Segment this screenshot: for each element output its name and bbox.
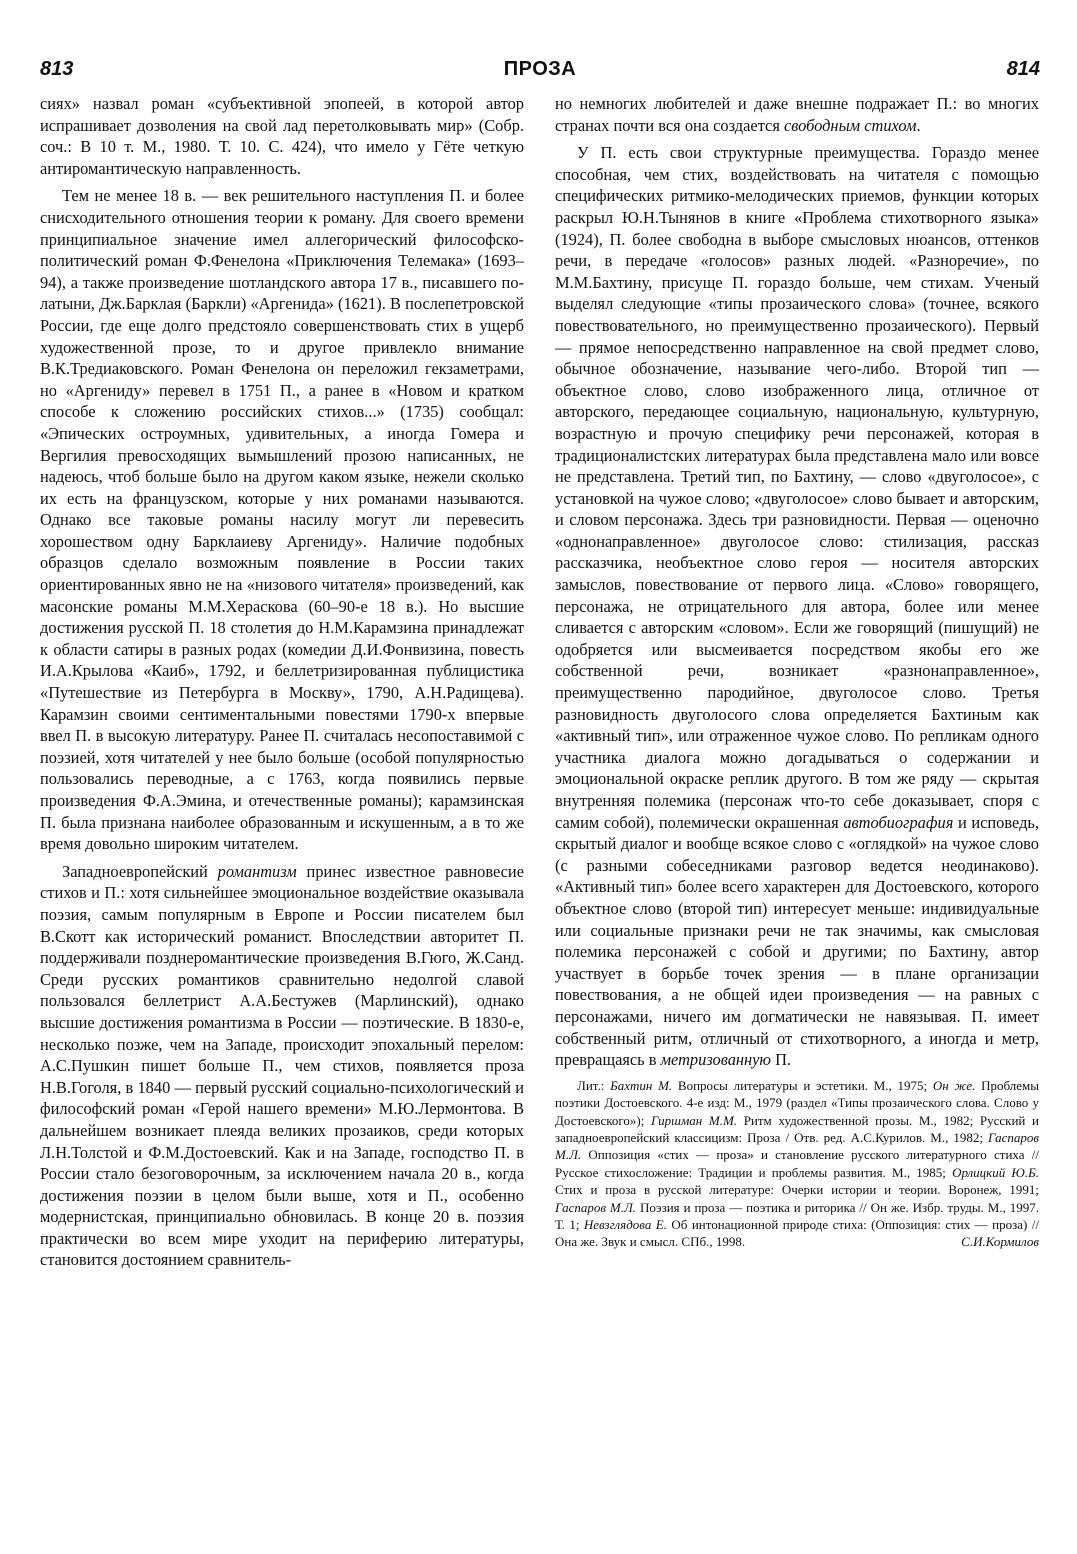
paragraph: [40, 861, 524, 1271]
text-run: принес известное равновесие стихов и П.: хотя сильнейшее эмоциональное воздействие оказывала поэзия, самым популярным в Европе и России писателем был В.Скотт как исторический романист. Впоследствии авторитет П. поддерживали позднеромантические произведения В.Гюго, Ж.Санд. Среди русских романтиков сравнительно недолгой славой пользовался беллетрист А.А.Бестужев (Марлинский), однако высшие достижения романтизма в России — поэтические. В 1830-е, несколько позже, чем на Западе, происходит эпохальный перелом: А.С.Пушкин пишет больше П., чем стихов, появляется проза Н.В.Гоголя, в 1840 — первый русский социально-психологический и философский роман «Герой нашего времени» М.Ю.Лермонтова. В дальнейшем возникает плеяда великих прозаиков, среди которых Л.Н.Толстой и Ф.М.Достоевский. Как и на Западе, господство П. в России стало безоговорочным, за исключением начала 20 в., когда достижения поэзии в целом были выше, хотя и П., особенно модернистская, принципиально обновилась. В конце 20 в. поэзия практически во всем мире уходит на периферию литературы, становится достоянием сравнитель-: [40, 861, 524, 1270]
text-run: Западноевропейский: [62, 861, 218, 881]
citation-text: Проблемы поэтики Достоевского. 4-е изд: М., 1979 (раздел «Типы прозаического слова. Слово у Достоевского»);: [555, 1077, 1040, 1128]
text-run: но немногих любителей и даже внешне подражает П.: во многих странах почти вся она создается: [555, 94, 1039, 135]
term-link-free-verse: свободным стихом: [783, 115, 917, 135]
running-title: ПРОЗА: [503, 58, 577, 80]
bibliography-label: Лит.:: [577, 1077, 611, 1093]
bibliography: [555, 1077, 1039, 1251]
text-run: У П. есть свои структурные преимущества. Гораздо менее способная, чем стих, воздействовать на читателя с помощью специфических ритмико-мелодических приемов, функции которых раскрыл Ю.Н.Тынянов в книге «Проблема стихотворного языка» (1924), П. более свободна в выборе смысловых нюансов, оттенков речи, в передаче «голосов» разных людей. «Разноречие», по М.М.Бахтину, присуще П. гораздо больше, чем стихам. Ученый выделял следующие «типы прозаического слова» (точнее, всякого повествовательного, но преимущественно прозаического). Первый — прямое непосредственно направленное на свой предмет слово, обычное обозначение, называние чего-либо. Второй тип — объектное слово, слово изображенного лица, отличное от авторского, передающее социальную, национальную, культурную, возрастную и прочую специфику речи персонажей, которая в традиционалистских литературах была представлена мало или вовсе не представлена. Третий тип, по Бахтину, — слово «двуголосое», с установкой на чужое слово; «двуголосое» слово бывает и авторским, и словом персонажа. Здесь три разновидности. Первая — оценочно «однонаправленное» двуголосое слово: стилизация, рассказ рассказчика, необъектное слово героя — носителя авторских замыслов, повествование от первого лица. «Слово» говорящего, персонажа, не отрицательного для автора, более или менее сливается с авторским «словом». Если же говорящий (пишущий) не одобряется или высмеивается посредством якобы его же собственной речи, возникает «разнонаправленное», преимущественно пародийное, двуголосое слово. Третья разновидность двуголосого слова определяется Бахтиным как «активный тип», или отраженное чужое слово. По репликам одного участника диалога можно догадываться о содержании и эмоциональной окраске реплик другого. В том же ряду — скрытая внутренняя полемика (персонаж что-то себе доказывает, споря с самим собой), полемически окрашенная: [555, 143, 1039, 832]
cited-author: Он же.: [932, 1077, 976, 1093]
cited-author: Орлицкий Ю.Б.: [952, 1164, 1040, 1180]
term-link-metrized-prose: метризованную: [660, 1050, 771, 1070]
paragraph: Тем не менее 18 в. — век решительного наступления П. и более снисходительного отношения теории к роману. Для своего времени принципиальное значение имел аллегорический философско-политический роман Ф.Фенелона «Приключения Телемака» (1693–94), а также произведение шотландского автора 17 в., писавшего по-латыни, Дж.Барклая (Баркли) «Аргенида» (1621). В послепетровской России, где еще долго предстояло совершенствовать стих в ущерб художественной прозе, то и другое привлекло внимание В.К.Тредиаковского. Роман Фенелона он переложил гекзаметрами, но «Аргениду» перевел в 1751 П., а ранее в «Новом и кратком способе к сложению российских стихов...» (1735) сообщал: «Эпических остроумных, удивительных, а иногда Гомера и Вергилия превосходящих вымышлений прозою написанных, не надеюсь, чтоб больше было на другом каком языке, нежели сколько их есть на французском, которые у них романами называются. Однако все таковые романы насилу могут ли перевесить хорошеством одну Барклаиеву Аргениду». Наличие подобных образцов сделало возможным появление в России таких ориентированных явно не на «низового читателя» произведений, как масонские романы М.М.Хераскова (60–90-е 18 в.). Но высшие достижения русской П. 18 столетия до Н.М.Карамзина принадлежат к области сатиры в разных родах (комедии Д.И.Фонвизина, повесть И.А.Крылова «Каиб», 1792, и беллетризированная публицистика «Путешествие из Петербурга в Москву», 1790, А.Н.Радищева). Карамзин своими сентиментальными повестями 1790-х впервые ввел П. в высокую литературу. Ранее П. считалась несопоставимой с поэзией, хотя читателей у нее было больше (особой популярностью пользовались переводные, а с 1763, когда появились первые произведения Ф.А.Эмина, и отечественные романы); карамзинская П. была признана наиболее образованным и искушенным, а в то же время довольно широким читателем.: [40, 186, 524, 854]
page-header: [40, 58, 1040, 86]
cited-author: Невзглядова Е.: [583, 1216, 667, 1232]
article-author: С.И.Кормилов: [961, 1234, 1039, 1250]
left-page-number: 813: [40, 58, 74, 80]
term-link-romanticism: романтизм: [217, 861, 297, 881]
citation-text: Оппозиция «стих — проза» и становление русского литературного стиха // Русское стихосложение: Традиции и проблемы развития. М., 1985;: [555, 1147, 1039, 1180]
citation-text: Вопросы литературы и эстетики. М., 1975;: [672, 1077, 933, 1093]
citation-text: Стих и проза в русской литературе: Очерки истории и теории. Воронеж, 1991;: [555, 1182, 1039, 1198]
cited-author: Гаспаров М.Л.: [555, 1199, 637, 1215]
text-run: .: [916, 115, 921, 135]
citation-text: Поэзия и проза — поэтика и риторика // Он же. Избр. труды. М., 1997. Т. 1;: [555, 1199, 1039, 1232]
left-column: [40, 93, 524, 1277]
right-column: [555, 93, 1039, 1257]
text-run: и исповедь, скрытый диалог и вообще всякое слово с «оглядкой» на чужое слово (с разными собеседниками разговор ведется неодинаково). «Активный тип» более всего характерен для Достоевского, которого объектное слово (второй тип) интересует меньше: индивидуальные или социальные признаки речи не так значимы, как смысловая полемика персонажей с собой и другими; по Бахтину, автор участвует в борьбе точек зрения — в плане организации повествования, а не общей идеи произведения — на равных с персонажами, ничего им догматически не навязывая. П. имеет собственный ритм, отличный от стихотворного, а иногда и метр, превращаясь в: [555, 812, 1039, 1070]
citation-text: Об интонационной природе стиха: (Оппозиция: стих — проза) // Она же. Звук и смысл. СПб., 1998.: [555, 1216, 1039, 1250]
citation-text: Ритм художественной прозы. М., 1982; Русский и западноевропейский классицизм: Проза / Отв. ред. А.С.Курилов. М., 1982;: [555, 1112, 1039, 1145]
paragraph: [555, 142, 1039, 1071]
paragraph: [555, 93, 1039, 136]
term-link-autobiography: автобиография: [843, 812, 954, 832]
text-run: П.: [771, 1050, 792, 1070]
cited-author: Гиршман М.М.: [651, 1112, 738, 1128]
cited-author: Гаспаров М.Л.: [555, 1129, 1039, 1163]
right-page-number: 814: [1006, 58, 1040, 80]
cited-author: Бахтин М.: [610, 1077, 673, 1093]
paragraph: сиях» назвал роман «субъективной эпопеей, в которой автор испрашивает дозволения на свой лад перетолковывать мир» (Собр. соч.: В 10 т. М., 1980. Т. 10. С. 424), что имело у Гёте четкую антиромантическую направленность.: [40, 94, 524, 178]
